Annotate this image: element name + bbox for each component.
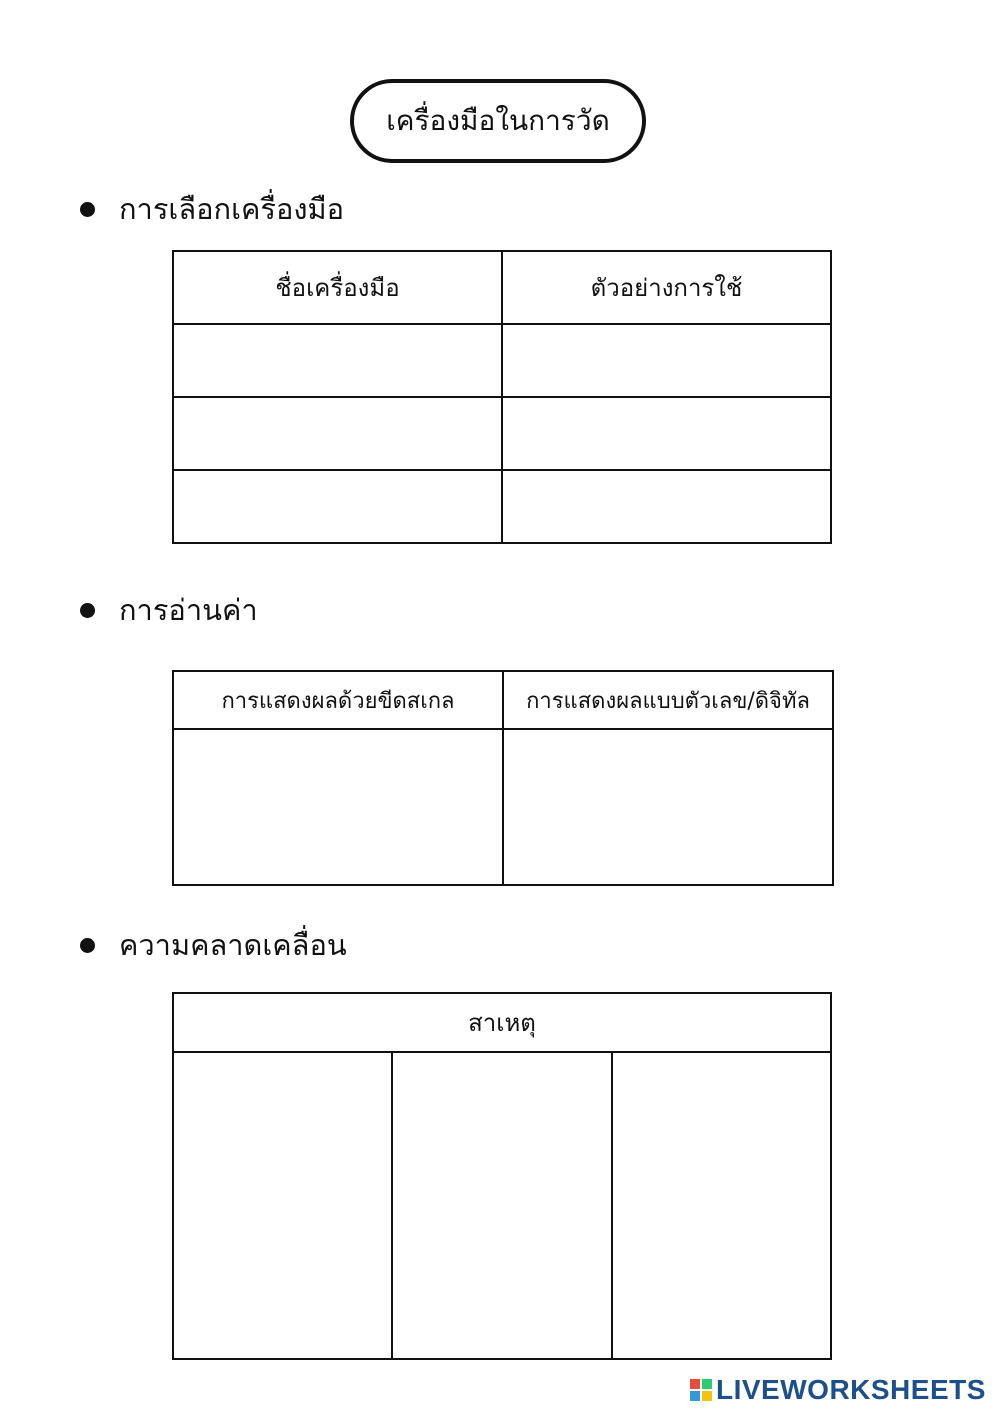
section-heading: การเลือกเครื่องมือ: [119, 192, 345, 226]
table-row: [173, 324, 831, 397]
table-header-row: [173, 251, 831, 324]
section-reading: [80, 587, 258, 633]
answer-cell[interactable]: [503, 729, 833, 885]
table-row: [173, 470, 831, 543]
table-row: [173, 729, 833, 885]
bullet-icon: [80, 202, 95, 217]
worksheet-title: [350, 79, 646, 163]
tool-selection-table: [172, 250, 832, 544]
logo-mark-icon: [690, 1379, 712, 1401]
header-tool-name: ชื่อเครื่องมือ: [173, 251, 502, 324]
worksheet-title-text: เครื่องมือในการวัด: [386, 104, 610, 137]
header-scale-display: การแสดงผลด้วยขีดสเกล: [173, 671, 503, 729]
answer-cell[interactable]: [173, 397, 502, 470]
bullet-icon: [80, 938, 95, 953]
header-causes: สาเหตุ: [173, 993, 831, 1052]
logo-text: LIVEWORKSHEETS: [716, 1374, 986, 1405]
causes-table: [172, 992, 832, 1360]
table-header-row: [173, 993, 831, 1052]
table-row: [173, 397, 831, 470]
answer-cell[interactable]: [502, 470, 831, 543]
reading-table: [172, 670, 834, 886]
answer-cell[interactable]: [173, 470, 502, 543]
section-heading: ความคลาดเคลื่อน: [119, 928, 347, 962]
header-usage-example: ตัวอย่างการใช้: [502, 251, 831, 324]
section-tool-selection: [80, 186, 344, 232]
answer-cell[interactable]: [502, 397, 831, 470]
answer-cell[interactable]: [612, 1052, 831, 1359]
table-header-row: [173, 671, 833, 729]
liveworksheets-logo: [690, 1374, 986, 1406]
answer-cell[interactable]: [173, 324, 502, 397]
bullet-icon: [80, 603, 95, 618]
table-row: [173, 1052, 831, 1359]
answer-cell[interactable]: [173, 729, 503, 885]
header-digital-display: การแสดงผลแบบตัวเลข/ดิจิทัล: [503, 671, 833, 729]
answer-cell[interactable]: [502, 324, 831, 397]
section-error: [80, 922, 347, 968]
answer-cell[interactable]: [392, 1052, 611, 1359]
answer-cell[interactable]: [173, 1052, 392, 1359]
section-heading: การอ่านค่า: [119, 593, 258, 627]
